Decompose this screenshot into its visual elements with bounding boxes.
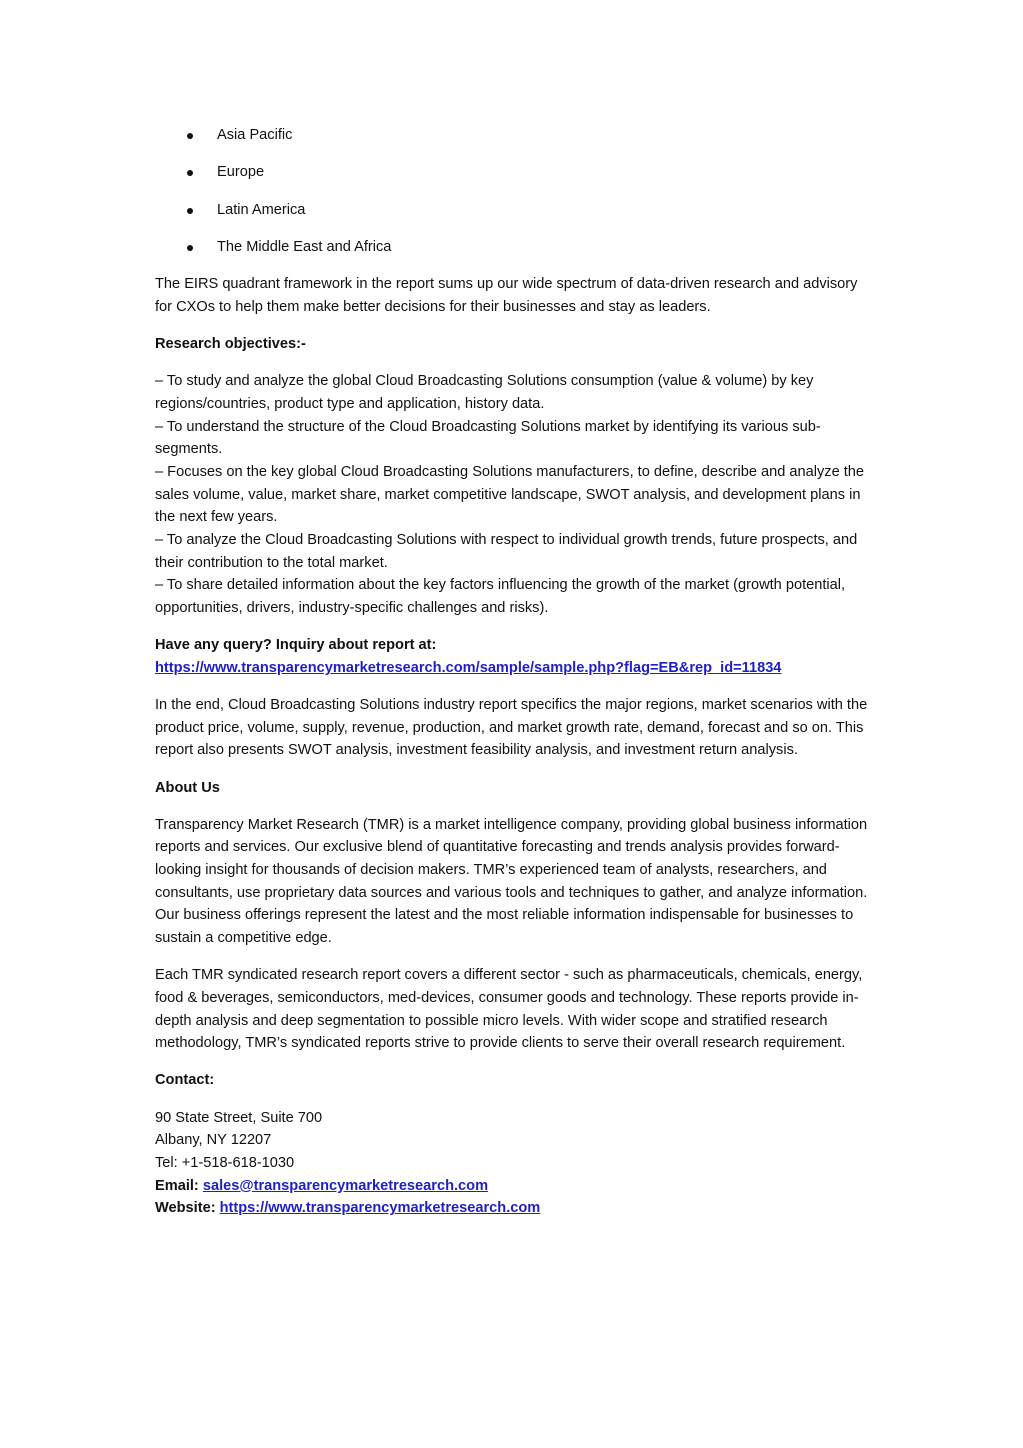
region-label: Europe bbox=[217, 164, 265, 181]
list-item bbox=[155, 199, 875, 222]
objective-item: – To analyze the Cloud Broadcasting Solutions with respect to individual growth trends, future prospects, and their contribution to the total market. bbox=[155, 532, 858, 571]
list-item bbox=[155, 236, 875, 259]
website-link[interactable]: https://www.transparencymarketresearch.com bbox=[219, 1200, 541, 1217]
website-label: Website: bbox=[155, 1200, 216, 1217]
bullet-icon bbox=[187, 170, 193, 176]
email-row bbox=[155, 1175, 875, 1198]
region-label: Asia Pacific bbox=[217, 127, 293, 143]
objective-item: – To study and analyze the global Cloud Broadcasting Solutions consumption (value & volume) by key regions/countries, product type and application, history data. bbox=[155, 373, 814, 412]
objective-item: – Focuses on the key global Cloud Broadcasting Solutions manufacturers, to define, describe and analyze the sales volume, value, market share, market competitive landscape, SWOT analysis, and development plans in the next few years. bbox=[155, 463, 865, 526]
bullet-icon bbox=[187, 245, 193, 251]
about-paragraph-1: Transparency Market Research (TMR) is a market intelligence company, providing global business information reports and services. Our exclusive blend of quantitative forecasting and trends analysis provides forward-looking insight for thousands of decision makers. TMR’s experienced team of analysts, researchers, and consultants, use proprietary data sources and various tools and techniques to gather, and analyze information. Our business offerings represent the latest and the most reliable information indispensable for businesses to sustain a competitive edge. bbox=[155, 816, 868, 947]
address-line-1: 90 State Street, Suite 700 bbox=[155, 1109, 323, 1126]
objective-item: – To share detailed information about the key factors influencing the growth of the market (growth potential, opportunities, drivers, industry-specific challenges and risks). bbox=[155, 577, 846, 617]
research-objectives-heading: Research objectives:- bbox=[155, 336, 306, 352]
inquiry-block bbox=[155, 634, 875, 679]
research-objectives-list bbox=[155, 370, 875, 620]
email-link[interactable]: sales@transparencymarketresearch.com bbox=[202, 1177, 489, 1194]
region-label: Latin America bbox=[217, 201, 306, 218]
regions-list bbox=[155, 124, 875, 259]
contact-block bbox=[155, 1107, 875, 1221]
telephone: Tel: +1-518-618-1030 bbox=[155, 1154, 295, 1171]
document-page bbox=[155, 124, 875, 1234]
conclusion-paragraph: In the end, Cloud Broadcasting Solutions industry report specifics the major regions, market scenarios with the product price, volume, supply, revenue, production, and market growth rate, demand, forecast and so on. This report also presents SWOT analysis, investment feasibility analysis, and investment return analysis. bbox=[155, 697, 868, 759]
bullet-icon bbox=[187, 208, 193, 214]
inquiry-label: Have any query? Inquiry about report at: bbox=[155, 637, 437, 654]
bullet-icon bbox=[187, 133, 193, 139]
region-label: The Middle East and Africa bbox=[217, 239, 392, 256]
address-line-2: Albany, NY 12207 bbox=[155, 1132, 272, 1149]
about-paragraph-2: Each TMR syndicated research report covers a different sector - such as pharmaceuticals, chemicals, energy, food & beverages, semiconductors, med-devices, consumer goods and technology. These reports provide in-depth analysis and deep segmentation to possible micro levels. With wider scope and stratified research methodology, TMR’s syndicated reports strive to provide clients to serve their overall research requirement. bbox=[155, 967, 863, 1052]
objective-item: – To understand the structure of the Cloud Broadcasting Solutions market by identifying its various sub-segments. bbox=[155, 418, 821, 458]
email-label: Email: bbox=[155, 1177, 199, 1194]
list-item bbox=[155, 124, 875, 147]
website-row bbox=[155, 1197, 875, 1220]
eirs-paragraph: The EIRS quadrant framework in the report sums up our wide spectrum of data-driven research and advisory for CXOs to help them make better decisions for their businesses and stay as leaders. bbox=[155, 276, 858, 315]
contact-heading: Contact: bbox=[155, 1072, 215, 1089]
about-heading: About Us bbox=[155, 779, 220, 796]
list-item bbox=[155, 161, 875, 184]
inquiry-link[interactable]: https://www.transparencymarketresearch.com/sample/sample.php?flag=EB&rep_id=11834 bbox=[155, 659, 782, 676]
